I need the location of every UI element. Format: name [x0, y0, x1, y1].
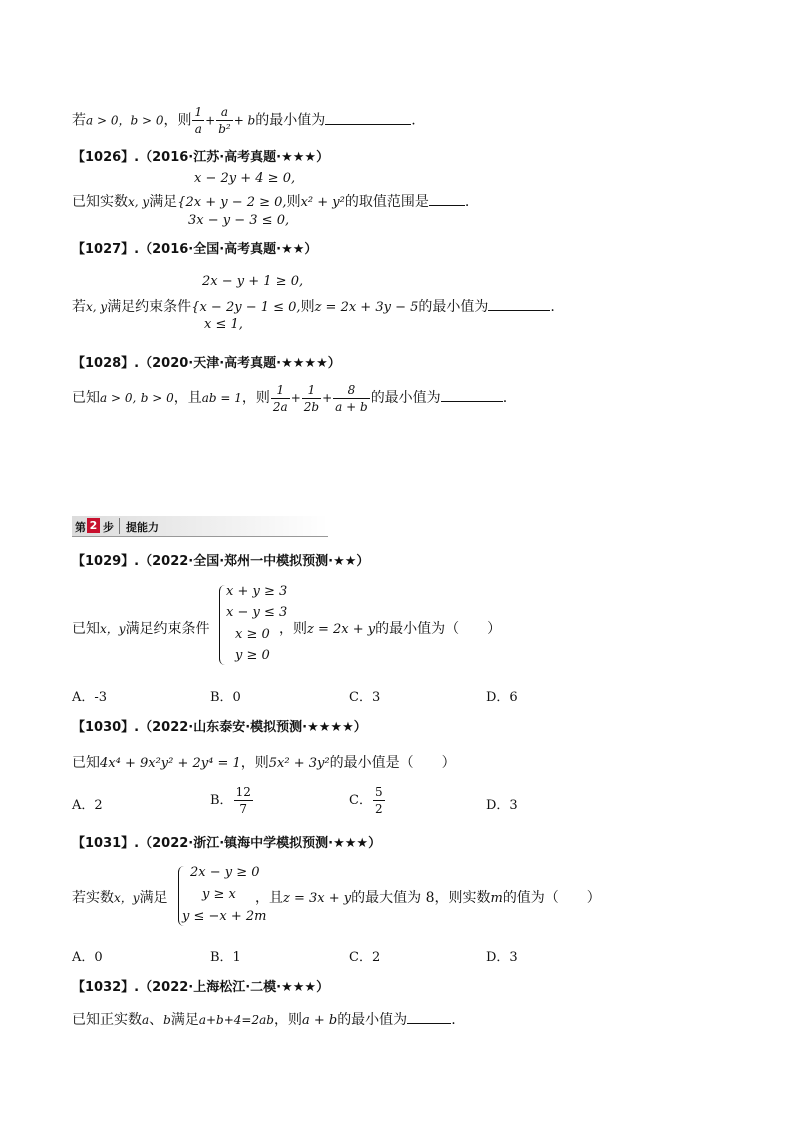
problem-1026-constraint-3: 3x − y − 3 ≤ 0,: [188, 213, 290, 228]
problem-1028-body: 已知a > 0, b > 0，且ab = 1，则 $\frac{1}{2a}$ + $\frac{1}{2b}$ + $\frac{8}{a + b}$ 的最小值为 .: [72, 382, 508, 414]
problem-1031-constraint-3: y ≤ −x + 2m: [182, 909, 267, 924]
problem-1029-constraint-4: y ≥ 0: [235, 648, 270, 663]
answer-blank[interactable]: [429, 191, 465, 206]
problem-1026-body: 已知实数x, y满足{2x + y − 2 ≥ 0,则x² + y²的取值范围是 .: [72, 191, 469, 211]
problem-0-prefix: 若: [72, 112, 86, 129]
problem-1030-body: 已知4x⁴ + 9x²y² + 2y⁴ = 1，则5x² + 3y²的最小值是（ ）: [72, 755, 456, 771]
fraction-1-over-2b: $\frac{1}{2b}$: [303, 382, 320, 414]
problem-1032-body: 已知正实数a、b满足a+b+4=2ab，则a + b的最小值为 .: [72, 1009, 456, 1029]
problem-1027-body: 若x, y满足约束条件{x − 2y − 1 ≤ 0,则z = 2x + 3y − 5的最小值为 .: [72, 296, 555, 316]
fraction-1-over-2a: $\frac{1}{2a}$: [272, 382, 288, 414]
option-a[interactable]: A．2: [72, 798, 103, 813]
fraction-a-over-b2: $\frac{a}{\text{b²}}$: [218, 105, 231, 136]
step-number-badge: 2: [87, 518, 100, 533]
problem-1027-constraint-1: 2x − y + 1 ≥ 0,: [202, 274, 304, 289]
problem-1028-header: 【1028】.（2020·天津·高考真题·★★★★）: [72, 356, 341, 371]
option-a[interactable]: A．-3: [72, 690, 108, 705]
option-d[interactable]: D．3: [486, 950, 518, 965]
problem-1027-constraint-3: x ≤ 1,: [204, 317, 243, 332]
problem-1029-constraint-3: x ≥ 0: [235, 627, 270, 642]
problem-1029-ask: ，则z = 2x + y的最小值为（ ）: [279, 621, 502, 637]
step-label-pre: 第: [75, 521, 86, 534]
step-label-post: 步: [103, 521, 114, 534]
fraction-5-over-2: $\frac{5}{2}$: [374, 785, 383, 816]
answer-blank[interactable]: [407, 1009, 451, 1024]
problem-1031-header: 【1031】.（2022·浙江·镇海中学模拟预测·★★★）: [72, 836, 382, 851]
problem-0-suffix: 的最小值为: [255, 112, 326, 129]
problem-1030-header: 【1030】.（2022·山东泰安·模拟预测·★★★★）: [72, 720, 367, 735]
fraction-8-over-a-plus-b: $\frac{8}{a + b}$: [335, 382, 368, 414]
option-b[interactable]: B． $\frac{12}{7}$: [210, 785, 251, 816]
answer-blank[interactable]: [488, 296, 550, 311]
problem-1029-constraint-2: x − y ≤ 3: [226, 605, 288, 620]
problem-0: 若a > 0，b > 0，则 $\frac{1}{a}$ + $\frac{a}{\text{b²}}$ + b的最小值为 .: [72, 105, 416, 136]
option-d[interactable]: D．3: [486, 798, 518, 813]
option-b[interactable]: B．0: [210, 690, 241, 705]
option-c[interactable]: C． $\frac{5}{2}$: [349, 785, 383, 816]
option-c[interactable]: C．2: [349, 950, 381, 965]
problem-1027-header: 【1027】.（2016·全国·高考真题·★★）: [72, 242, 318, 257]
problem-1031-constraint-1: 2x − y ≥ 0: [190, 865, 260, 880]
fraction-12-over-7: $\frac{12}{7}$: [235, 785, 251, 816]
fraction-1-over-a: $\frac{1}{a}$: [194, 105, 203, 136]
problem-1031-lead: 若实数x，y满足: [72, 890, 168, 906]
answer-blank[interactable]: [325, 110, 411, 125]
problem-1026-header: 【1026】.（2016·江苏·高考真题·★★★）: [72, 150, 330, 165]
step-title: 提能力: [126, 521, 159, 534]
problem-1029-brace: [219, 585, 226, 665]
problem-0-tail-expr: + b: [233, 113, 256, 128]
step-divider: [119, 518, 120, 534]
option-d[interactable]: D．6: [486, 690, 518, 705]
problem-1029-header: 【1029】.（2022·全国·郑州一中模拟预测·★★）: [72, 554, 370, 569]
problem-1026-constraint-1: x − 2y + 4 ≥ 0,: [194, 171, 296, 186]
problem-0-condition: a > 0，b > 0: [86, 113, 164, 128]
problem-0-mid: ，则: [163, 112, 192, 129]
option-c[interactable]: C．3: [349, 690, 381, 705]
option-b[interactable]: B．1: [210, 950, 241, 965]
problem-1029-constraint-1: x + y ≥ 3: [226, 584, 288, 599]
answer-blank[interactable]: [441, 387, 503, 402]
problem-1027-constraint-2: x − 2y − 1 ≤ 0,: [199, 300, 301, 315]
option-a[interactable]: A．0: [72, 950, 103, 965]
problem-1032-header: 【1032】.（2022·上海松江·二模·★★★）: [72, 980, 330, 995]
problem-1031-ask: ，且z = 3x + y的最大值为 8，则实数m的值为（ ）: [255, 890, 601, 906]
problem-1029-lead: 已知x，y满足约束条件: [72, 621, 210, 637]
problem-1031-constraint-2: y ≥ x: [202, 887, 236, 902]
problem-1026-constraint-2: 2x + y − 2 ≥ 0,: [185, 195, 287, 210]
